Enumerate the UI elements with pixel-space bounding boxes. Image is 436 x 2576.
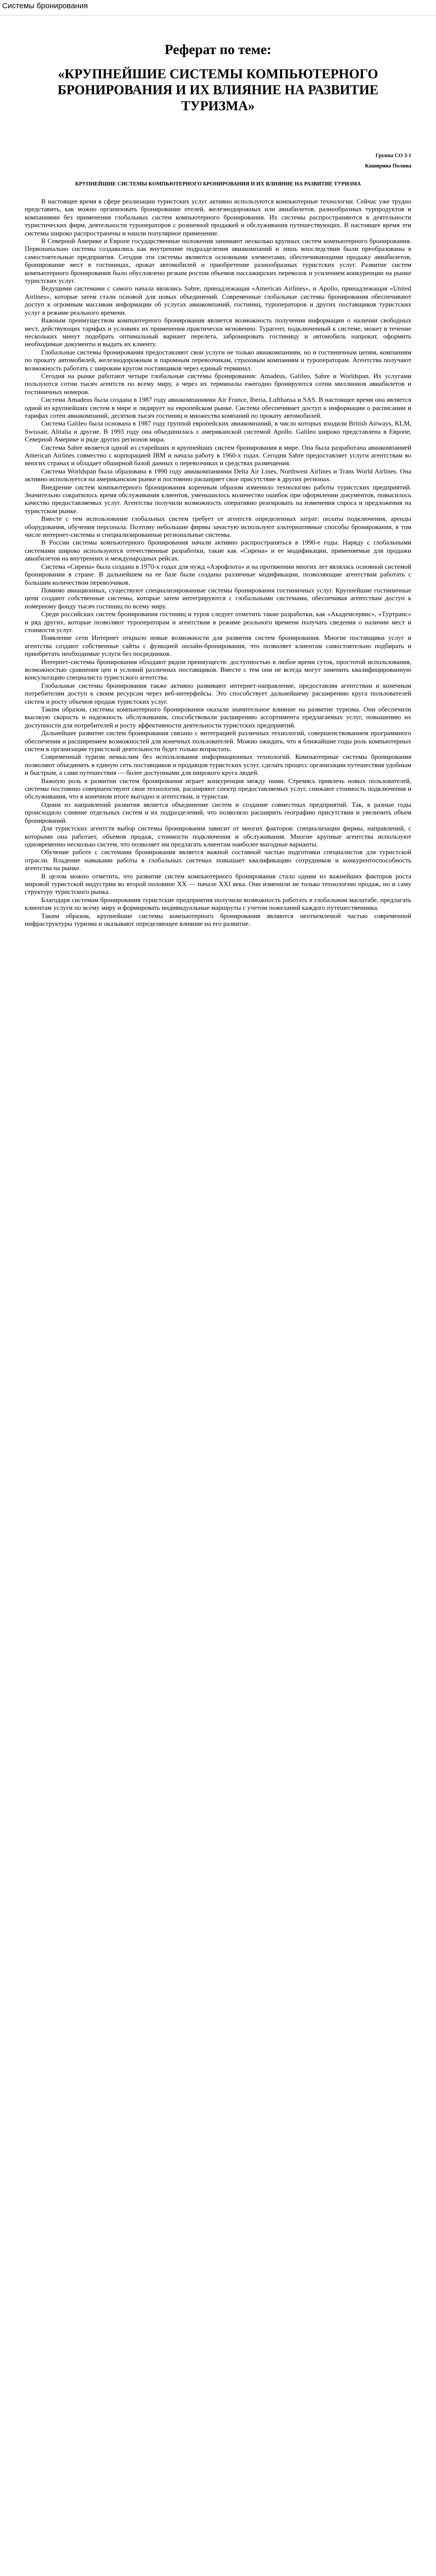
paragraph: Дальнейшее развитие систем бронирования связано с интеграцией различных технологий, совершенствованием программного обеспечения и расширением возможностей для конечных пользователей. Можно ожидать, что в ближайшие годы роль компьютерных систем в организации туристской деятельности будет только возрастать. xyxy=(25,729,411,753)
paragraph: Появление сети Интернет открыло новые возможности для развития систем бронирования. Многие поставщики услуг и агентства создают собственные сайты с функцией онлайн-бронирования, что позволяет клиентам самостоятельно подбирать и приобретать необходимые услуги без посредников. xyxy=(25,634,411,658)
paragraph: В России системы компьютерного бронирования начали активно распространяться в 1990-е годы. Наряду с глобальными системами широко используются отечественные разработки, такие как «Сирена» и ее модификации, применяемые для продажи авиабилетов на внутренних и международных рейсах. xyxy=(25,538,411,563)
paragraph: Сегодня на рынке работают четыре глобальные системы бронирования: Amadeus, Galileo, Sabre и Worldspan. Их услугами пользуются сотни тысяч агентств по всему миру, а через их терминалы ежегодно бронируются сотни миллионов авиабилетов и гостиничных номеров. xyxy=(25,371,411,396)
document-body xyxy=(25,41,411,927)
paragraph: В настоящее время в сфере реализации туристских услуг активно используются компьютерные технологии. Сейчас уже трудно представить, как можно организовать бронирование отелей, железнодорожных или авиабилетов, разнообразных турпродуктов и компаниями без применения глобальных систем компьютерного бронирования. Их системы распространяются в деятельности туристических фирм, деятельности туроператоров с розничной продажей и обслуживания путешествующих. В настоящее время эти системы широко распространены и нашли популярное применение. xyxy=(25,197,411,237)
paragraph: Глобальные системы бронирования предоставляют свои услуги не только авиакомпаниям, но и гостиничным цепям, компаниям по прокату автомобилей, железнодорожным и паромным перевозчикам, страховым компаниям и туроператорам. Агентства получают возможность работать с широким кругом поставщиков через единый терминал. xyxy=(25,348,411,372)
author-name: Каширина Полина xyxy=(365,163,411,169)
paragraph: Помимо авиационных, существуют специализированные системы бронирования гостиничных услуг. Крупнейшие гостиничные цепи создают собственные системы, которые затем интегрируются с глобальными системами, обеспечивая агентствам доступ к номерному фонду тысяч гостиниц по всему миру. xyxy=(25,586,411,610)
paragraph: Таким образом, системы компьютерного бронирования оказали значительное влияние на развитие туризма. Они обеспечили высокую скорость и надежность обслуживания, способствовали расширению ассортимента предлагаемых услуг, повышению их доступности для потребителей и росту эффективности деятельности туристских предприятий. xyxy=(25,705,411,729)
paragraph: Благодаря системам бронирования туристские предприятия получили возможность работать в глобальном масштабе, предлагать клиентам услуги по всему миру и формировать индивидуальные маршруты с учетом пожеланий каждого путешественника. xyxy=(25,895,411,912)
paragraph: В целом можно отметить, что развитие систем компьютерного бронирования стало одним из важнейших факторов роста мировой туристской индустрии во второй половине XX — начале XXI века. Они изменили не только технологию продаж, но и саму структуру туристского рынка. xyxy=(25,872,411,896)
paragraph: Глобальные системы бронирования также активно развивают интернет-направление, предоставляя агентствам и конечным потребителям доступ к своим ресурсам через веб-интерфейсы. Это способствует дальнейшему расширению круга пользователей систем и росту объемов продаж туристских услуг. xyxy=(25,681,411,705)
paragraph: Система «Сирена» была создана в 1970-х годах для нужд «Аэрофлота» и на протяжении многих лет являлась основной системой бронирования в стране. В дальнейшем на ее базе были созданы различные модификации, позволяющие агентствам работать с большим количеством перевозчиков. xyxy=(25,562,411,586)
section-heading: КРУПНЕЙШИЕ СИСТЕМЫ КОМПЬЮТЕРНОГО БРОНИРОВАНИЯ И ИХ ВЛИЯНИЕ НА РАЗВИТИЕ ТУРИЗМА xyxy=(75,181,361,187)
document-title: «КРУПНЕЙШИЕ СИСТЕМЫ КОМПЬЮТЕРНОГО БРОНИРОВАНИЯ И ИХ ВЛИЯНИЕ НА РАЗВИТИЕ ТУРИЗМА» xyxy=(57,66,379,113)
paragraph: Таким образом, крупнейшие системы компьютерного бронирования являются неотъемлемой частью современной инфраструктуры туризма и оказывают определяющее влияние на его развитие. xyxy=(25,911,411,927)
paragraph-list xyxy=(25,197,411,927)
paragraph: Вместе с тем использование глобальных систем требует от агентств определенных затрат: оплаты подключения, аренды оборудования, обучения персонала. Поэтому небольшие фирмы зачастую используют альтернативные способы бронирования, в том числе интернет-системы и специализированные региональные системы. xyxy=(25,515,411,539)
paragraph: Одним из направлений развития является объединение систем и создание совместных предприятий. Так, в разные годы происходило слияние отдельных систем и их подразделений, что позволяло расширить географию присутствия и увеличить объем бронирований. xyxy=(25,800,411,824)
paragraph: Интернет-системы бронирования обладают рядом преимуществ: доступностью в любое время суток, простотой использования, возможностью сравнения цен и условий различных поставщиков. Вместе с тем они не всегда могут заменить квалифицированную консультацию специалиста туристского агентства. xyxy=(25,657,411,682)
paragraph: В Северной Америке и Европе государственные положения занимают несколько крупных систем компьютерного бронирования. Первоначально системы создавались как внутренние подразделения авиакомпаний и лишь впоследствии были преобразованы в самостоятельные предприятия. Сегодня эти системы являются основными элементами, обеспечивающими продажу авиабилетов, бронирование мест в гостиницах, прокат автомобилей и приобретение разнообразных туристских услуг. Развитие систем компьютерного бронирования было обусловлено резким ростом объемов пассажирских перевозок и усилением конкуренции на рынке туристских услуг. xyxy=(25,237,411,285)
group-label: Группа СО 3-1 xyxy=(375,153,411,159)
paragraph: Система Galileo была основана в 1987 году группой европейских авиакомпаний, в число которых входили British Airways, KLM, Swissair, Alitalia и другие. В 1993 году она объединилась с американской системой Apollo. Galileo широко представлена в Европе, Северной Америке и ряде других регионов мира. xyxy=(25,419,411,444)
paragraph: Важную роль в развитии систем бронирования играет конкуренция между ними. Стремясь привлечь новых пользователей, системы постоянно совершенствуют свои технологии, расширяют спектр предоставляемых услуг, снижают стоимость подключения и обслуживания, что в конечном итоге выгодно и агентствам, и туристам. xyxy=(25,776,411,801)
paragraph: Обучение работе с системами бронирования является важной составной частью подготовки специалистов для туристской отрасли. Владение навыками работы в глобальных системах повышает квалификацию сотрудников и конкурентоспособность агентства на рынке. xyxy=(25,848,411,872)
paragraph: Важным преимуществом компьютерного бронирования является возможность получения информации о наличии свободных мест, действующих тарифах и условиях их применения практически мгновенно. Турагент, подключенный к системе, может в течение нескольких минут подобрать оптимальный вариант перелета, забронировать гостиницу и автомобиль напрокат, оформить необходимые документы и выдать их клиенту. xyxy=(25,316,411,348)
paragraph: Система Worldspan была образована в 1990 году авиакомпаниями Delta Air Lines, Northwest Airlines и Trans World Airlines. Она активно используется на американском рынке и постоянно расширяет свое присутствие в других регионах. xyxy=(25,467,411,483)
site-header xyxy=(0,0,436,15)
paragraph: Система Sabre является одной из старейших и крупнейших систем бронирования в мире. Она была разработана авиакомпанией American Airlines совместно с корпорацией IBM и начала работу в 1960-х годах. Сегодня Sabre предоставляет услуги агентствам во многих странах и обладает обширной базой данных о перевозчиках и средствах размещения. xyxy=(25,443,411,467)
paragraph: Система Amadeus была создана в 1987 году авиакомпаниями Air France, Iberia, Lufthansa и SAS. В настоящее время она является одной из крупнейших систем в мире и лидирует на европейском рынке. Система обеспечивает доступ к информации о расписании и тарифах сотен авиакомпаний, десятков тысяч гостиниц и множества компаний по прокату автомобилей. xyxy=(25,396,411,419)
site-header-title: Системы бронирования xyxy=(2,2,88,10)
paragraph: Среди российских систем бронирования гостиниц и туров следует отметить такие разработки, как «Академсервис», «Туртранс» и ряд других, которые позволяют туроператорам и агентствам в режиме реального времени получать сведения о наличии мест и стоимости услуг. xyxy=(25,610,411,634)
paragraph: Современный туризм немыслим без использования информационных технологий. Компьютерные системы бронирования позволяют объединить в единую сеть поставщиков и продавцов туристских услуг, сделать процесс организации путешествия удобным и быстрым, а сами путешествия — более доступными для широкого круга людей. xyxy=(25,753,411,777)
paragraph: Внедрение систем компьютерного бронирования коренным образом изменило технологию работы туристских предприятий. Значительно сократилось время обслуживания клиентов, уменьшилось количество ошибок при оформлении документов, повысилось качество предоставляемых услуг. Агентства получили возможность оперативно реагировать на изменения спроса и предложения на туристском рынке. xyxy=(25,483,411,515)
paragraph: Ведущими системами с самого начала являлись Sabre, принадлежащая «American Airlines», и Apollo, принадлежащая «United Airlines», которые затем стали основой для новых объединений. Современные глобальные системы бронирования обеспечивают доступ к огромным массивам информации об услугах авиакомпаний, гостиниц, туроператоров и других поставщиков туристских услуг в режиме реального времени. xyxy=(25,284,411,316)
document-title-prefix: Реферат по теме: xyxy=(164,42,272,57)
paragraph: Для туристских агентств выбор системы бронирования зависит от многих факторов: специализации фирмы, направлений, с которыми она работает, объемов продаж, стоимости подключения и обслуживания. Многие крупные агентства используют одновременно несколько систем, что позволяет им предлагать клиентам наиболее выгодные варианты. xyxy=(25,824,411,848)
